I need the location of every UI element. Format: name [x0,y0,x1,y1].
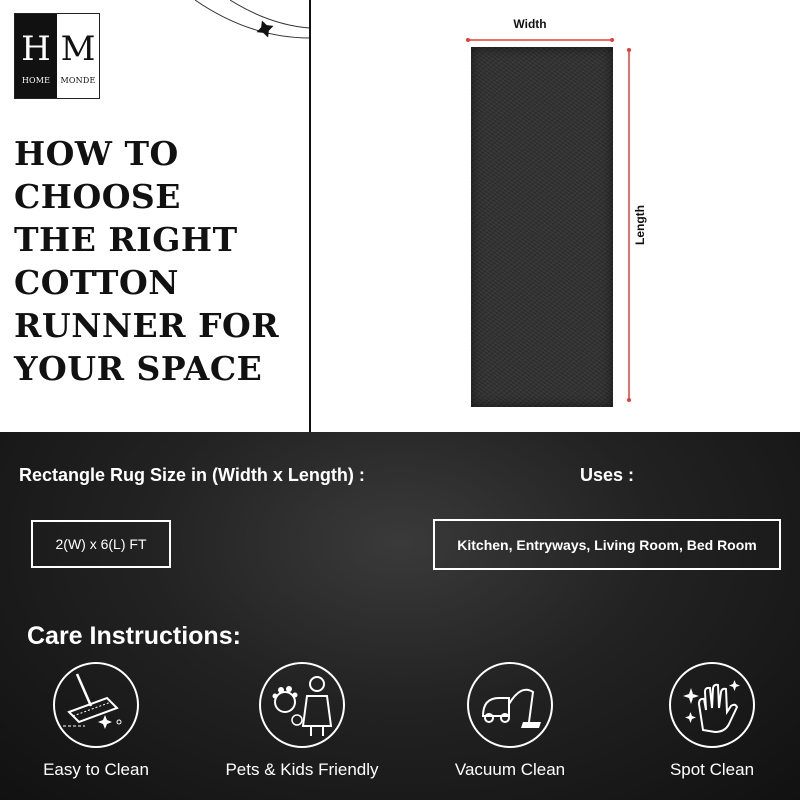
care-title: Care Instructions: [27,622,241,650]
decorative-arc-icon [190,0,310,50]
brand-logo [14,13,100,99]
logo-letter-left: H [21,29,51,69]
care-item-easy-to-clean [11,662,181,780]
width-label: Width [513,17,547,31]
logo-letter-right: M [60,29,96,69]
paw-child-icon [259,662,345,748]
care-item-pets-kids [217,662,387,780]
uses-title: Uses : [580,465,635,485]
measure-lines-icon [460,30,650,410]
vacuum-icon [467,662,553,748]
logo-left [15,14,57,98]
vertical-divider [309,0,311,432]
headline-line: CHOOSE [14,177,181,216]
care-label: Spot Clean [669,760,755,779]
headline-line: COTTON [14,263,179,302]
care-label: Vacuum Clean [454,760,566,779]
logo-word-right: MONDE [60,76,96,85]
headline-line: HOW TO [14,134,179,173]
care-label: Pets & Kids Friendly [225,760,379,779]
headline-line: YOUR SPACE [14,349,263,388]
size-value-box: 2(W) x 6(L) FT [31,520,171,568]
headline [14,132,304,390]
hand-sparkle-icon [669,662,755,748]
headline-line: THE RIGHT [14,220,238,259]
care-item-vacuum [425,662,595,780]
length-label: Length [633,205,647,245]
care-label: Easy to Clean [43,760,149,779]
size-title: Rectangle Rug Size in (Width x Length) : [19,465,365,485]
headline-line: RUNNER FOR [14,306,280,345]
logo-word-left: HOME [21,76,51,85]
uses-value-box: Kitchen, Entryways, Living Room, Bed Room [433,519,781,570]
care-item-spot-clean [627,662,797,780]
mop-icon [53,662,139,748]
logo-right [57,14,99,98]
